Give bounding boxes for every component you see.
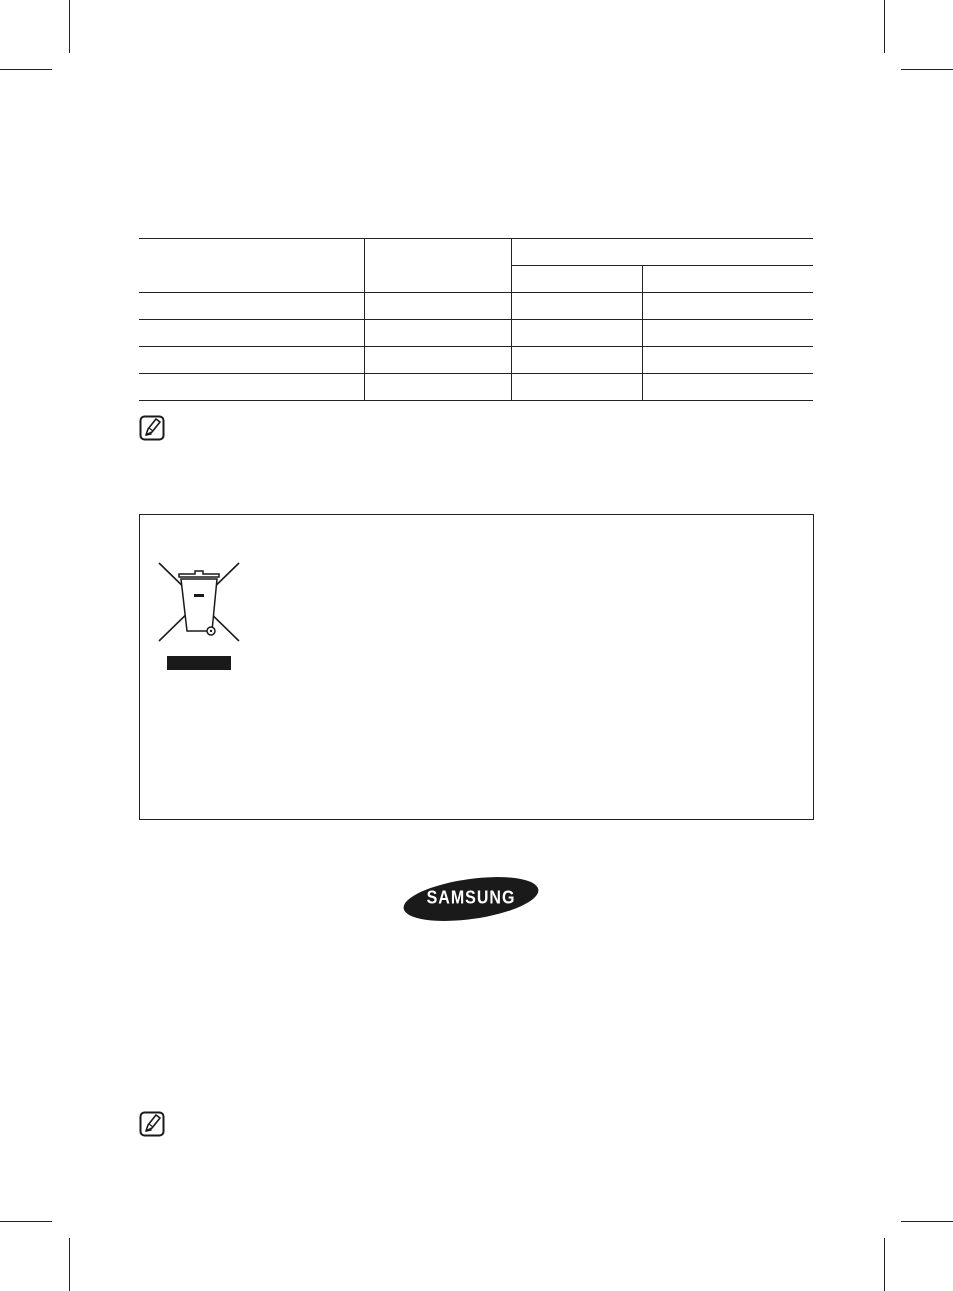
crop-mark-top-right (884, 0, 885, 53)
crop-mark-bottom-left (0, 1221, 52, 1222)
table-rule (139, 319, 813, 320)
crop-mark-bottom-right (901, 1221, 953, 1222)
samsung-logo (402, 874, 540, 924)
table-rule (364, 238, 365, 401)
crop-mark-top-left (69, 0, 70, 53)
logo-wordmark: SAMSUNG (426, 888, 516, 909)
note-pencil-icon (139, 1111, 165, 1137)
table-rule (511, 238, 512, 401)
spec-table (139, 238, 813, 401)
table-rule (139, 373, 813, 374)
crop-mark-bottom-left (69, 1238, 70, 1291)
weee-disposal-box (139, 514, 814, 820)
table-rule (511, 265, 813, 266)
table-rule (139, 238, 813, 239)
crop-mark-bottom-right (884, 1238, 885, 1291)
note-pencil-icon (139, 415, 165, 441)
table-rule (139, 292, 813, 293)
table-rule (139, 346, 813, 347)
crop-mark-top-right (901, 69, 953, 70)
crossed-out-wheelie-bin-icon (157, 561, 241, 643)
weee-black-bar (167, 656, 231, 670)
table-rule (139, 400, 813, 401)
crop-mark-top-left (0, 69, 52, 70)
table-rule (642, 265, 643, 401)
